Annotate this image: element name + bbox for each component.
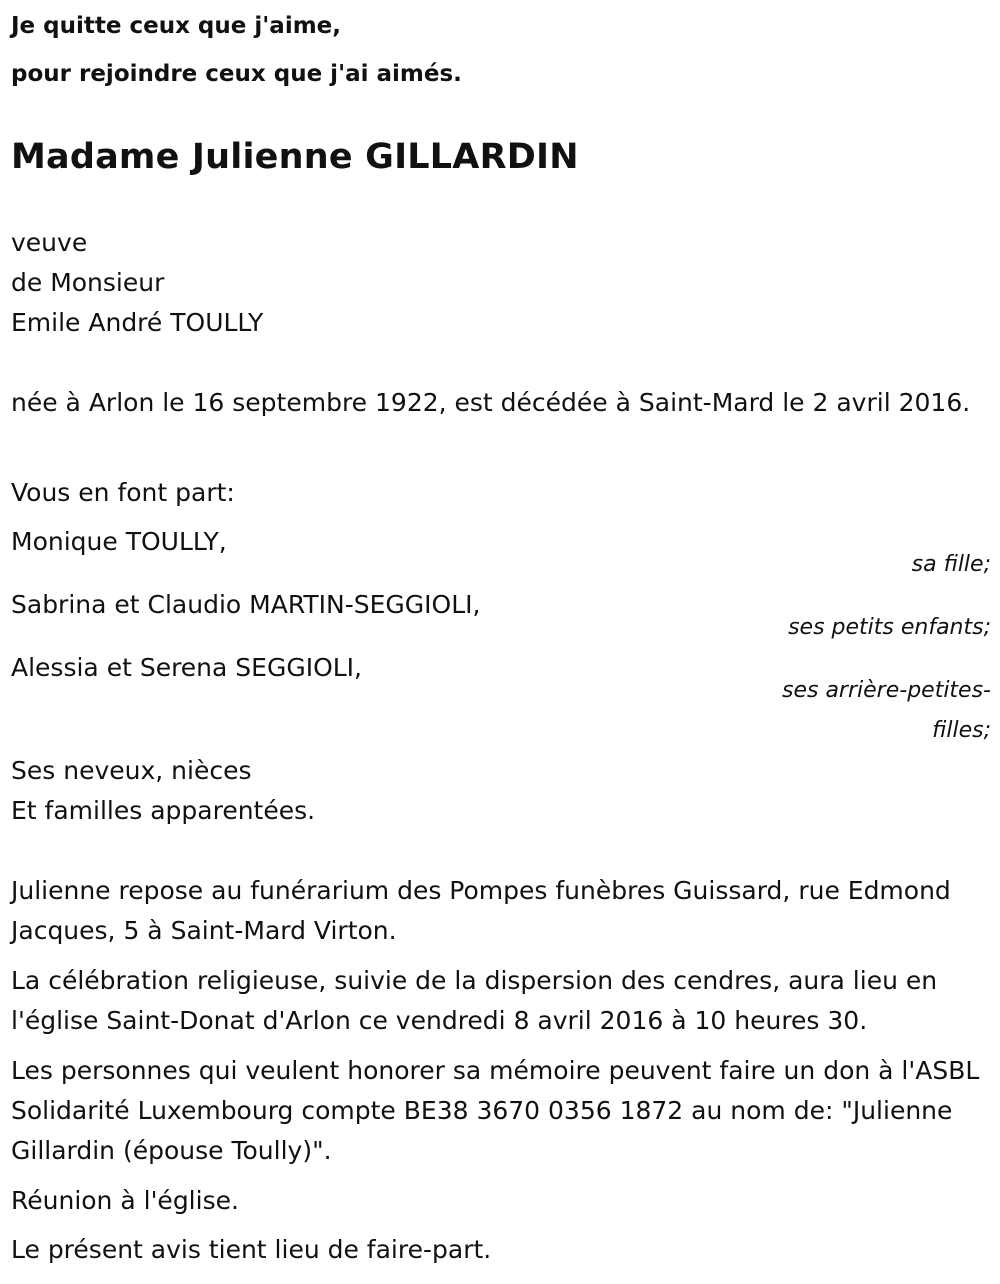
family-member-name: Sabrina et Claudio MARTIN-SEGGIOLI, — [11, 590, 481, 619]
widow-line-1: veuve — [11, 228, 88, 257]
ceremony-paragraph: La célébration religieuse, suivie de la dispersion des cendres, aura lieu en l'église Saint-Donat d'Arlon ce vendredi 8 avril 2016 à 10 heures 30. — [11, 966, 938, 1035]
quote-line-2: pour rejoindre ceux que j'ai aimés. — [11, 61, 462, 87]
rest-paragraph: Julienne repose au funérarium des Pompes funèbres Guissard, rue Edmond Jacques, 5 à Saint-Mard Virton. — [11, 876, 951, 945]
donation-paragraph: Les personnes qui veulent honorer sa mémoire peuvent faire un don à l'ASBL Solidarité Luxembourg compte BE38 3670 0356 1872 au nom de: "Julienne Gillardin (épouse Toully)". — [11, 1056, 980, 1165]
announce-text: Vous en font part: — [11, 478, 235, 507]
meeting-text: Réunion à l'église. — [11, 1186, 239, 1215]
extended-family-line-2: Et familles apparentées. — [11, 796, 316, 825]
family-member-relation: ses petits enfants; — [788, 615, 991, 640]
notice-text: Le présent avis tient lieu de faire-part. — [11, 1235, 492, 1264]
family-member-relation-line-2: filles; — [932, 718, 991, 743]
birth-death-text: née à Arlon le 16 septembre 1922, est décédée à Saint-Mard le 2 avril 2016. — [11, 388, 971, 417]
family-member-relation-line-1: ses arrière-petites- — [782, 678, 991, 703]
widow-line-2: de Monsieur — [11, 268, 165, 297]
family-member-name: Alessia et Serena SEGGIOLI, — [11, 653, 363, 682]
extended-family-line-1: Ses neveux, nièces — [11, 756, 252, 785]
deceased-name: Madame Julienne GILLARDIN — [11, 137, 579, 177]
family-member-name: Monique TOULLY, — [11, 527, 227, 556]
widow-line-3: Emile André TOULLY — [11, 308, 264, 337]
quote-line-1: Je quitte ceux que j'aime, — [11, 13, 342, 39]
family-member-relation: sa fille; — [911, 552, 991, 577]
